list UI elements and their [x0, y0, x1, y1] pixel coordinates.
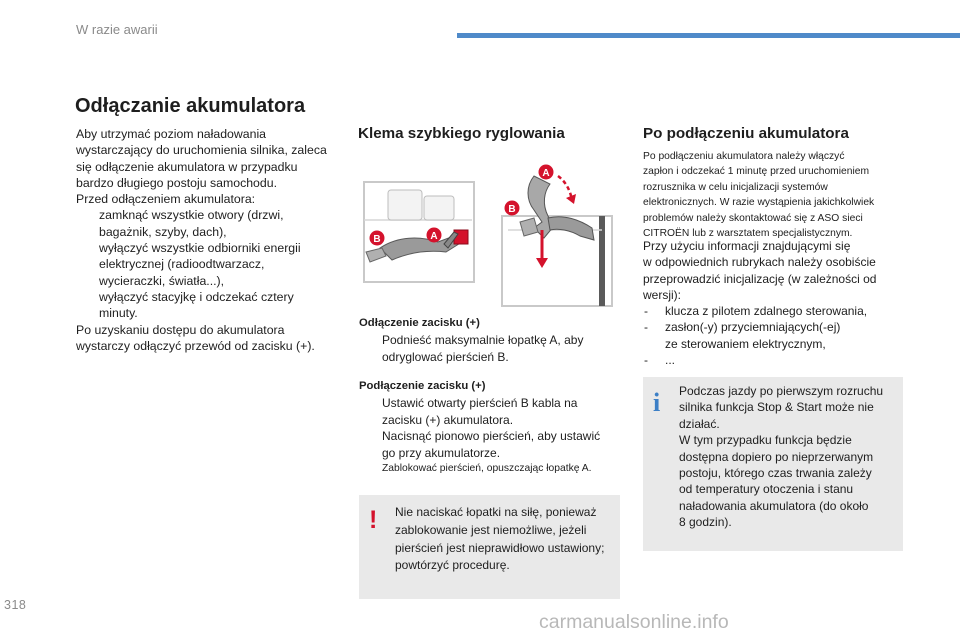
step-line: wyłączyć stacyjkę i odczekać cztery: [99, 289, 294, 304]
quick-clamp-title: Klema szybkiego ryglowania: [358, 125, 565, 142]
step-line: minuty.: [99, 306, 138, 321]
step-item: [76, 240, 338, 289]
step-line: zacisku (+) akumulatora.: [382, 412, 514, 427]
header-section-title: W razie awarii: [76, 22, 158, 37]
intro-line: rozrusznika w celu inicjalizacji systemów: [643, 181, 828, 193]
info-text: [679, 383, 894, 531]
disconnect-heading: Odłączenie zacisku (+): [359, 317, 480, 329]
item-line: zasłon(-y) przyciemniających(-ej): [665, 320, 841, 335]
initialization-item: [643, 352, 905, 368]
before-label: Przed odłączeniem akumulatora:: [76, 192, 256, 207]
label-a-text: A: [430, 231, 438, 242]
item-line: klucza z pilotem zdalnego sterowania,: [665, 304, 868, 319]
intro-paragraph: [76, 126, 338, 191]
intro-line: CITROËN lub z warsztatem specjalistycznym.: [643, 228, 853, 240]
connect-steps: [359, 395, 621, 477]
dash-bullet: -: [644, 320, 648, 335]
step-line: Ustawić otwarty pierścień B kabla na: [382, 396, 578, 411]
dash-bullet: -: [644, 353, 648, 368]
step-line: go przy akumulatorze.: [382, 445, 501, 460]
item-line: ze sterowaniem elektrycznym,: [665, 336, 826, 351]
after-connect-title: Po podłączeniu akumulatora: [643, 125, 849, 142]
info-line: naładowania akumulatora (do około: [679, 498, 869, 513]
step-line: bagażnik, szyby, dach),: [99, 224, 227, 239]
step-line: Podnieść maksymalnie łopatkę A, aby: [382, 333, 584, 348]
info-line: działać.: [679, 416, 720, 431]
step-item: [76, 207, 338, 240]
page-number: 318: [4, 598, 27, 612]
connect-step: [359, 461, 621, 477]
outro-line: Po uzyskaniu dostępu do akumulatora: [76, 322, 285, 337]
connect-step: [359, 428, 621, 461]
step-line: zamknąć wszystkie otwory (drzwi,: [99, 208, 284, 223]
step-line: odryglować pierścień B.: [382, 349, 509, 364]
warning-line: zablokowanie jest niemożliwe, jeżeli: [395, 522, 587, 537]
after-connect-intro: [643, 149, 905, 241]
step-line: Zablokować pierścień, opuszczając łopatkę A.: [382, 463, 592, 475]
step-item: [76, 289, 338, 322]
intro-line: zapłon i odczekać 1 minutę przed uruchomieniem: [643, 166, 870, 178]
item-line: ...: [665, 353, 676, 368]
right-diagram: [496, 156, 622, 308]
intro-line: bardzo długiego postoju samochodu.: [76, 175, 277, 190]
header-accent-bar: [457, 33, 960, 38]
step-line: wyłączyć wszystkie odbiorniki energii: [99, 241, 301, 256]
initialization-list: [643, 303, 905, 368]
intro-line: problemów należy skontaktować się z ASO sieci: [643, 212, 863, 224]
warning-line: powtórzyć procedurę.: [395, 558, 510, 573]
connect-step: [359, 395, 621, 428]
warning-line: Nie naciskać łopatki na siłę, ponieważ: [395, 505, 597, 519]
info-line: 8 godzin).: [679, 515, 732, 530]
body-line: przeprowadzić inicjalizację (w zależności od: [643, 271, 877, 286]
outro-line: wystarczy odłączyć przewód od zacisku (+).: [76, 338, 315, 353]
page-title: Odłączanie akumulatora: [75, 95, 306, 117]
body-line: w odpowiednich rubrykach należy osobiście: [643, 255, 876, 270]
initialization-section: [643, 238, 905, 368]
info-line: dostępna dopiero po nieprzerwanym: [679, 449, 874, 464]
label-b-text: B: [508, 204, 516, 215]
initialization-item: [643, 303, 905, 319]
info-line: od temperatury otoczenia i stanu: [679, 482, 854, 497]
warning-text: [395, 504, 615, 575]
initialization-paragraph: [643, 238, 905, 303]
dash-bullet: -: [644, 304, 648, 319]
clamp-illustration: [358, 156, 622, 308]
step-line: wycieraczki, światła...),: [99, 273, 225, 288]
info-icon: i: [653, 388, 661, 417]
watermark: carmanualsonline.info: [539, 611, 729, 633]
disconnect-step: [359, 332, 621, 365]
info-line: W tym przypadku funkcja będzie: [679, 433, 852, 448]
preparation-steps: [76, 207, 338, 321]
intro-line: się odłączenie akumulatora w przypadku: [76, 159, 298, 174]
intro-line: elektronicznych. W razie wystąpienia jakichkolwiek: [643, 197, 875, 209]
step-line: elektrycznej (radioodtwarzacz,: [99, 257, 265, 272]
initialization-item: [643, 319, 905, 352]
label-b-text: B: [373, 234, 381, 245]
step-line: Nacisnąć pionowo pierścień, aby ustawić: [382, 429, 601, 444]
warning-box: [359, 495, 620, 599]
info-line: Podczas jazdy po pierwszym rozruchu: [679, 384, 884, 398]
body-line: wersji):: [643, 287, 681, 302]
outro-paragraph: [76, 322, 338, 355]
body-line: Przy użyciu informacji znajdującymi się: [643, 239, 851, 253]
info-line: postoju, którego czas trwania zależy: [679, 466, 872, 481]
disconnect-steps: [359, 332, 621, 365]
info-line: silnika funkcja Stop & Start może nie: [679, 400, 874, 415]
warning-line: pierścień jest nieprawidłowo ustawiony;: [395, 540, 605, 555]
intro-line: Aby utrzymać poziom naładowania: [76, 127, 267, 141]
label-a-text: A: [542, 168, 550, 179]
connect-instructions: [359, 378, 621, 477]
connect-heading: Podłączenie zacisku (+): [359, 380, 486, 392]
intro-column: [76, 126, 338, 354]
warning-exclamation-icon: !: [369, 506, 378, 534]
intro-line: wystarczający do uruchomienia silnika, zaleca: [76, 143, 327, 158]
disconnect-instructions: [359, 315, 621, 365]
left-diagram: [358, 178, 490, 282]
info-box: [643, 377, 903, 551]
intro-line: Po podłączeniu akumulatora należy włączyć: [643, 151, 845, 162]
